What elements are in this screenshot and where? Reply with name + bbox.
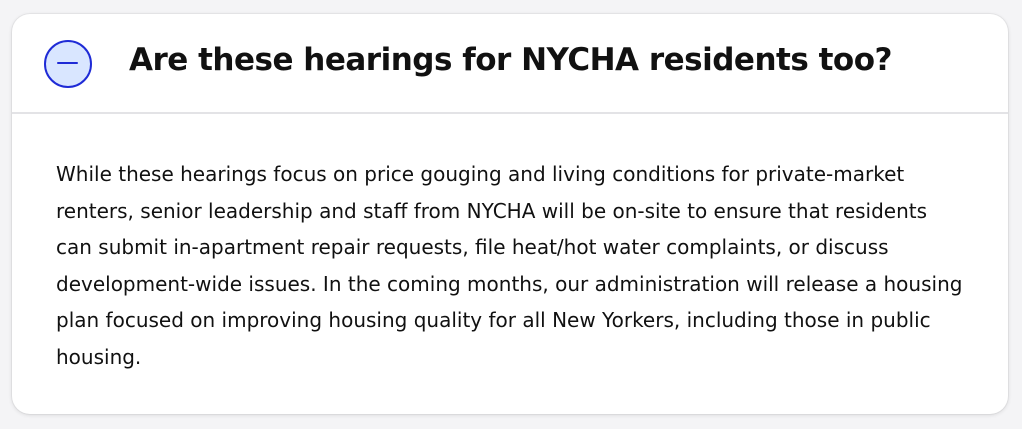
faq-accordion-item	[12, 14, 1008, 414]
collapse-minus-icon[interactable]	[44, 40, 92, 88]
accordion-header[interactable]	[12, 14, 1008, 114]
faq-answer: While these hearings focus on price gouging and living conditions for private-market renters, senior leadership and staff from NYCHA will be on-site to ensure that residents can submit in-apartment repair requests, file heat/hot water complaints, or discuss development-wide issues. In the coming months, our administration will release a housing plan focused on improving housing quality for all New Yorkers, including those in public housing.	[56, 162, 963, 369]
faq-question: Are these hearings for NYCHA residents too?	[129, 42, 892, 78]
